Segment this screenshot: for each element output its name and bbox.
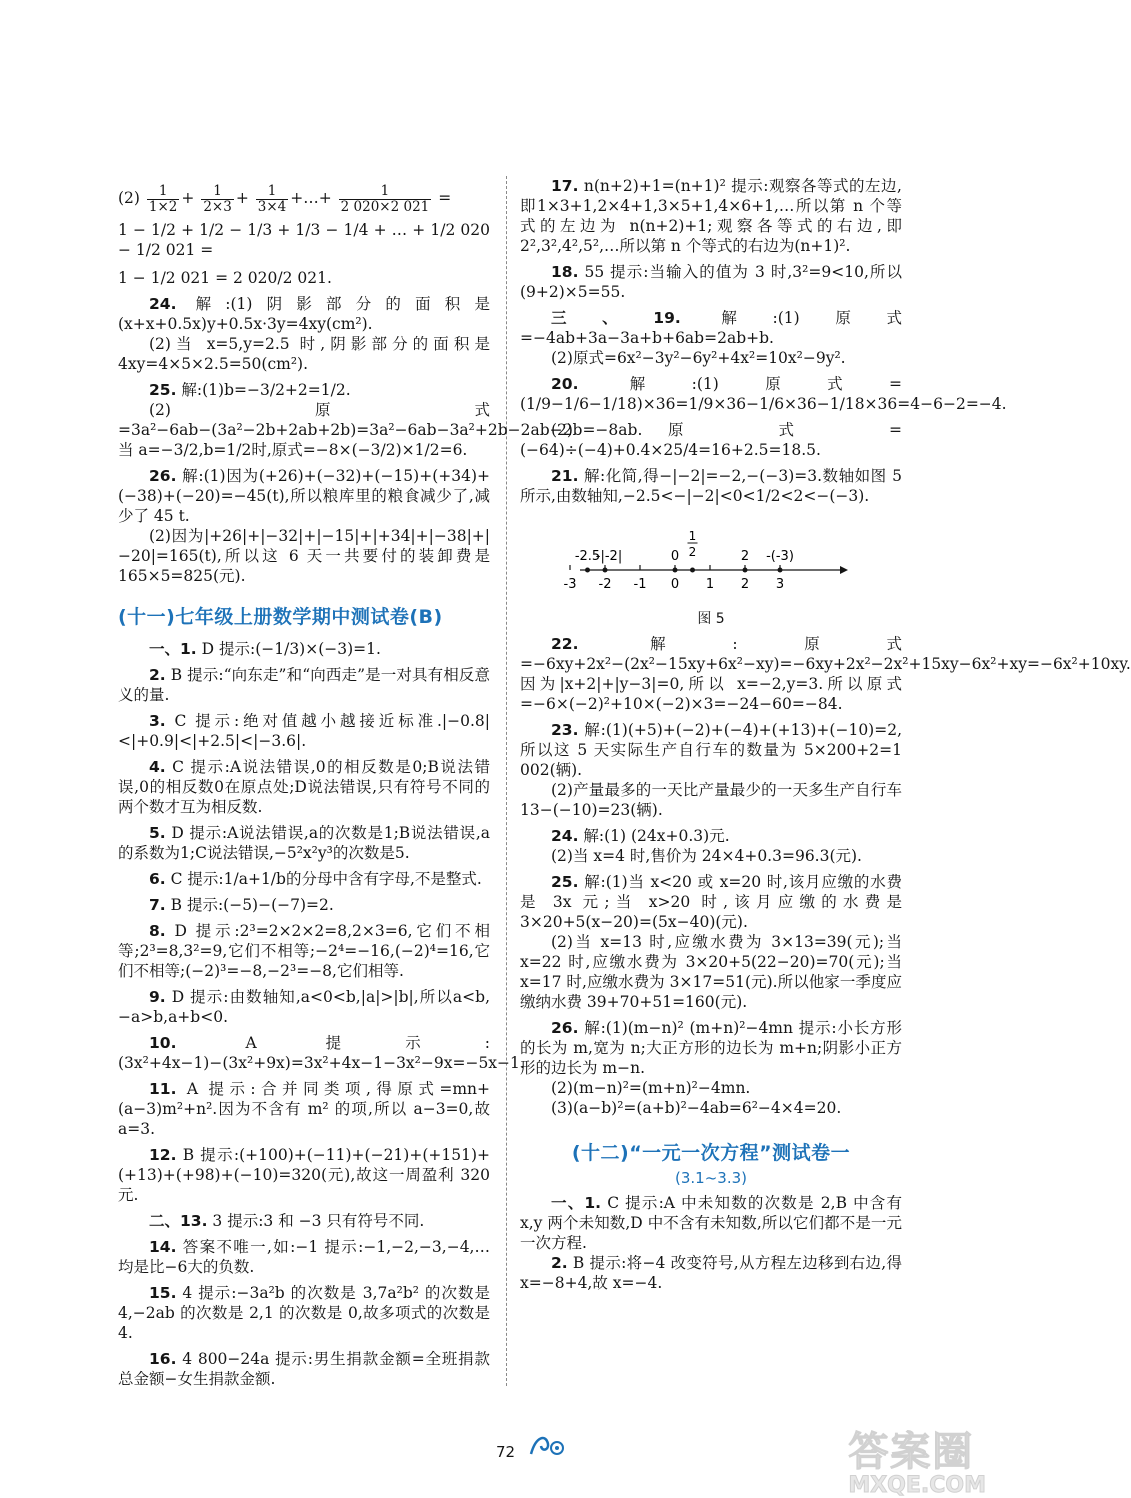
section-11-answer: 一、1. D 提示:(−1/3)×(−3)=1.: [149, 640, 381, 658]
point-label: -(-3): [766, 549, 794, 564]
section-11-answer: 7. B 提示:(−5)−(−7)=2.: [149, 896, 334, 914]
section-11-title: (十一)七年级上册数学期中测试卷(B): [118, 606, 443, 628]
answer-26-part2: (2)(m−n)²=(m+n)²−4mn.: [551, 1079, 751, 1097]
axis-arrow: [840, 566, 848, 574]
number-line-figure: [520, 514, 902, 606]
tick-label: 0: [670, 577, 680, 592]
point-marker: [585, 568, 590, 573]
watermark-url: MXQE.COM: [848, 1473, 986, 1498]
answer-20-part2: (2)原式=(−64)÷(−4)+0.4×25/4=16+2.5=18.5.: [520, 421, 902, 459]
point-label: 0: [670, 549, 680, 564]
answer-23-part2: (2)产量最多的一天比产量最少的一天多生产自行车 13−(−10)=23(辆).: [520, 781, 902, 819]
tick-label: 3: [775, 577, 785, 592]
section-11-answers: [118, 639, 525, 1389]
section-12-subtitle: (3.1~3.3): [675, 1169, 747, 1187]
answer-18: 18. 55 提示:当输入的值为 3 时,3²=9<10,所以(9+2)×5=55.: [520, 263, 902, 301]
point-marker: [603, 568, 608, 573]
swirl-logo-icon: [528, 1432, 568, 1462]
section-12-title: (十二)“一元一次方程”测试卷一: [571, 1142, 851, 1164]
q25: 25. 解:(1)b=−3/2+2=1/2.: [149, 381, 351, 399]
q24: 24. 解:(1)阴影部分的面积是(x+x+0.5x)y+0.5x·3y=4xy(cm²).: [118, 295, 490, 333]
answer-20: 20. 解:(1)原式=(1/9−1/6−1/18)×36=1/9×36−1/6×36−1/18×36=4−6−2=−4.: [520, 375, 1007, 413]
point-marker: [743, 568, 748, 573]
point-label: 2: [740, 549, 750, 564]
watermark-title: 答案圈: [848, 1429, 975, 1475]
answer-19: 三、19. 解:(1)原式=−4ab+3a−3a+b+6ab=2ab+b.: [520, 309, 902, 347]
answer-24-part2: (2)当 x=4 时,售价为 24×4+0.3=96.3(元).: [551, 847, 862, 865]
section-11-answer: 4. C 提示:A说法错误,0的相反数是0;B说法错误,0的相反数0在原点处;D说法错误,只有符号不同的两个数才互为相反数.: [118, 758, 490, 816]
point-marker: [778, 568, 783, 573]
section-11-answer: 8. D 提示:2³=2×2×2=8,2×3=6,它们不相等;2³=8,3²=9,它们不相等;−2⁴=−16,(−2)⁴=16,它们不相等;(−2)³=−8,−2³=−8,它们相等.: [118, 922, 490, 980]
q25-part2: (2)原式=3a²−6ab−(3a²−2b+2ab+2b)=3a²−6ab−3a²+2b−2ab−2b=−8ab.当 a=−3/2,b=1/2时,原式=−8×(−3/2)×1/2=6.: [118, 401, 643, 459]
q23-prefix: (2): [118, 189, 140, 207]
number-line: [520, 514, 902, 606]
section-11-answer: 3. C 提示:绝对值越小越接近标准.|−0.8|<|+0.9|<|+2.5|<|−3.6|.: [118, 712, 490, 750]
answer-26-part3: (3)(a−b)²=(a+b)²−4ab=6²−4×4=20.: [551, 1099, 842, 1117]
q26: 26. 解:(1)因为(+26)+(−32)+(−15)+(+34)+(−38)+(−20)=−45(t),所以粮库里的粮食减少了,减少了 45 t.: [118, 467, 490, 525]
fraction: $\frac{1}{2 020\times 2 021}$: [340, 182, 430, 215]
answer-24: 24. 解:(1) (24x+0.3)元.: [551, 827, 730, 845]
q23-line3: 1 − 1/2 021 = 2 020/2 021.: [118, 269, 332, 287]
answer-25-part2: (2)当 x=13 时,应缴水费为 3×13=39(元);当 x=22 时,应缴水费为 3×20+5(22−20)=70(元);当 x=17 时,应缴水费为 3×17=51(元).所以他家一季度应缴纳水费 39+70+51=160(元).: [520, 933, 902, 1011]
q24-part2: (2)当 x=5,y=2.5 时,阴影部分的面积是 4xy=4×5×2.5=50(cm²).: [118, 335, 490, 373]
tick-label: -1: [633, 577, 647, 592]
fraction: $\frac{1}{3\times 4}$: [257, 182, 287, 215]
q23-line2: 1 − 1/2 + 1/2 − 1/3 + 1/3 − 1/4 + … + 1/2 020 − 1/2 021 =: [118, 221, 490, 259]
answer-21: 21. 解:化简,得−|−2|=−2,−(−3)=3.数轴如图 5 所示,由数轴知,−2.5<−|−2|<0<1/2<2<−(−3).: [520, 467, 902, 505]
answer-19-part2: (2)原式=6x²−3y²−6y²+4x²=10x²−9y².: [551, 349, 846, 367]
answer-22: 22. 解:原式=−6xy+2x²−(2x²−15xy+6x²−xy)=−6xy+2x²−2x²+15xy−6x²+xy=−6x²+10xy.因为|x+2|+|y−3|=0,所以 x=−2,y=3.所以原式=−6×(−2)²+10×(−2)×3=−24−60=−84.: [520, 635, 1131, 713]
s12-answer-1: 一、1. C 提示:A 中未知数的次数是 2,B 中含有 x,y 两个未知数,D 中不含有未知数,所以它们都不是一元一次方程.: [520, 1194, 902, 1252]
section-11-answer: 9. D 提示:由数轴知,a<0<b,|a|>|b|,所以a<b,−a>b,a+b<0.: [118, 988, 490, 1026]
tick-label: 1: [705, 577, 715, 592]
point-marker: [690, 568, 695, 573]
fraction: $\frac{1}{1\times 2}$: [148, 182, 178, 215]
s12-answer-2: 2. B 提示:将−4 改变符号,从方程左边移到右边,得 x=−8+4,故 x=−4.: [520, 1254, 902, 1292]
answer-17: 17. n(n+2)+1=(n+1)² 提示:观察各等式的左边,即1×3+1,2×4+1,3×5+1,4×6+1,…所以第 n 个等式的左边为 n(n+2)+1;观察各等式的右边,即2²,3²,4²,5²,…所以第 n 个等式的右边为(n+1)².: [520, 177, 902, 255]
section-11-answer: 11. A 提示:合并同类项,得原式=mn+(a−3)m²+n².因为不含有 m² 的项,所以 a−3=0,故 a=3.: [118, 1080, 490, 1138]
section-11-answer: 15. 4 提示:−3a²b 的次数是 3,7a²b² 的次数是 4,−2ab 的次数是 2,1 的次数是 0,故多项式的次数是 4.: [118, 1284, 490, 1342]
q26-part2: (2)因为|+26|+|−32|+|−15|+|+34|+|−38|+|−20|=165(t),所以这 6 天一共要付的装卸费是 165×5=825(元).: [118, 527, 490, 585]
point-label: 1: [688, 529, 697, 543]
answer-25: 25. 解:(1)当 x<20 或 x=20 时,该月应缴的水费是 3x 元;当 x>20 时,该月应缴的水费是 3×20+5(x−20)=(5x−40)(元).: [520, 873, 902, 931]
answer-26: 26. 解:(1)(m−n)² (m+n)²−4mn 提示:小长方形的长为 m,宽为 n;大正方形的边长为 m+n;阴影小正方形的边长为 m−n.: [520, 1019, 902, 1077]
tick-label: -3: [563, 577, 577, 592]
q23-line1: (2) $\frac{1}{1\times 2}$ + $\frac{1}{2\times 3}$ + $\frac{1}{3\times 4}$ +…+ $\frac{1}{2 020\times 2 021}$ =: [118, 182, 452, 215]
section-11-answer: 14. 答案不唯一,如:−1 提示:−1,−2,−3,−4,…均是比−6大的负数.: [118, 1238, 490, 1276]
section-11-answer: 6. C 提示:1/a+1/b的分母中含有字母,不是整式.: [149, 870, 482, 888]
figure-caption: 图 5: [697, 611, 725, 627]
column-divider: [506, 176, 507, 1386]
right-column: [520, 176, 1131, 1293]
section-11-answer: 12. B 提示:(+100)+(−11)+(−21)+(+151)+(+13)+(+98)+(−10)=320(元),故这一周盈利 320 元.: [118, 1146, 490, 1204]
tick-label: 2: [740, 577, 750, 592]
tick-label: -2: [598, 577, 612, 592]
section-11-answer: 5. D 提示:A说法错误,a的次数是1;B说法错误,a的系数为1;C说法错误,−5²x²y³的次数是5.: [118, 824, 490, 862]
point-marker: [673, 568, 678, 573]
point-label: 2: [688, 545, 697, 559]
fraction: $\frac{1}{2\times 3}$: [203, 182, 232, 215]
watermark: [848, 1420, 986, 1498]
point-label: -2.5: [574, 549, 601, 564]
point-label: -|-2|: [595, 549, 623, 564]
section-11-answer: 10. A 提示:(3x²+4x−1)−(3x²+9x)=3x²+4x−1−3x²−9x=−5x−1.: [118, 1034, 525, 1072]
section-11-answer: 2. B 提示:“向东走”和“向西走”是一对具有相反意义的量.: [118, 666, 490, 704]
section-11-answer: 二、13. 3 提示:3 和 −3 只有符号不同.: [149, 1212, 425, 1230]
page-number: 72: [496, 1443, 516, 1461]
section-11-answer: 16. 4 800−24a 提示:男生捐款金额=全班捐款总金额−女生捐款金额.: [118, 1350, 490, 1388]
answer-23: 23. 解:(1)(+5)+(−2)+(−4)+(+13)+(−10)=2,所以这 5 天实际生产自行车的数量为 5×200+2=1 002(辆).: [520, 721, 902, 779]
